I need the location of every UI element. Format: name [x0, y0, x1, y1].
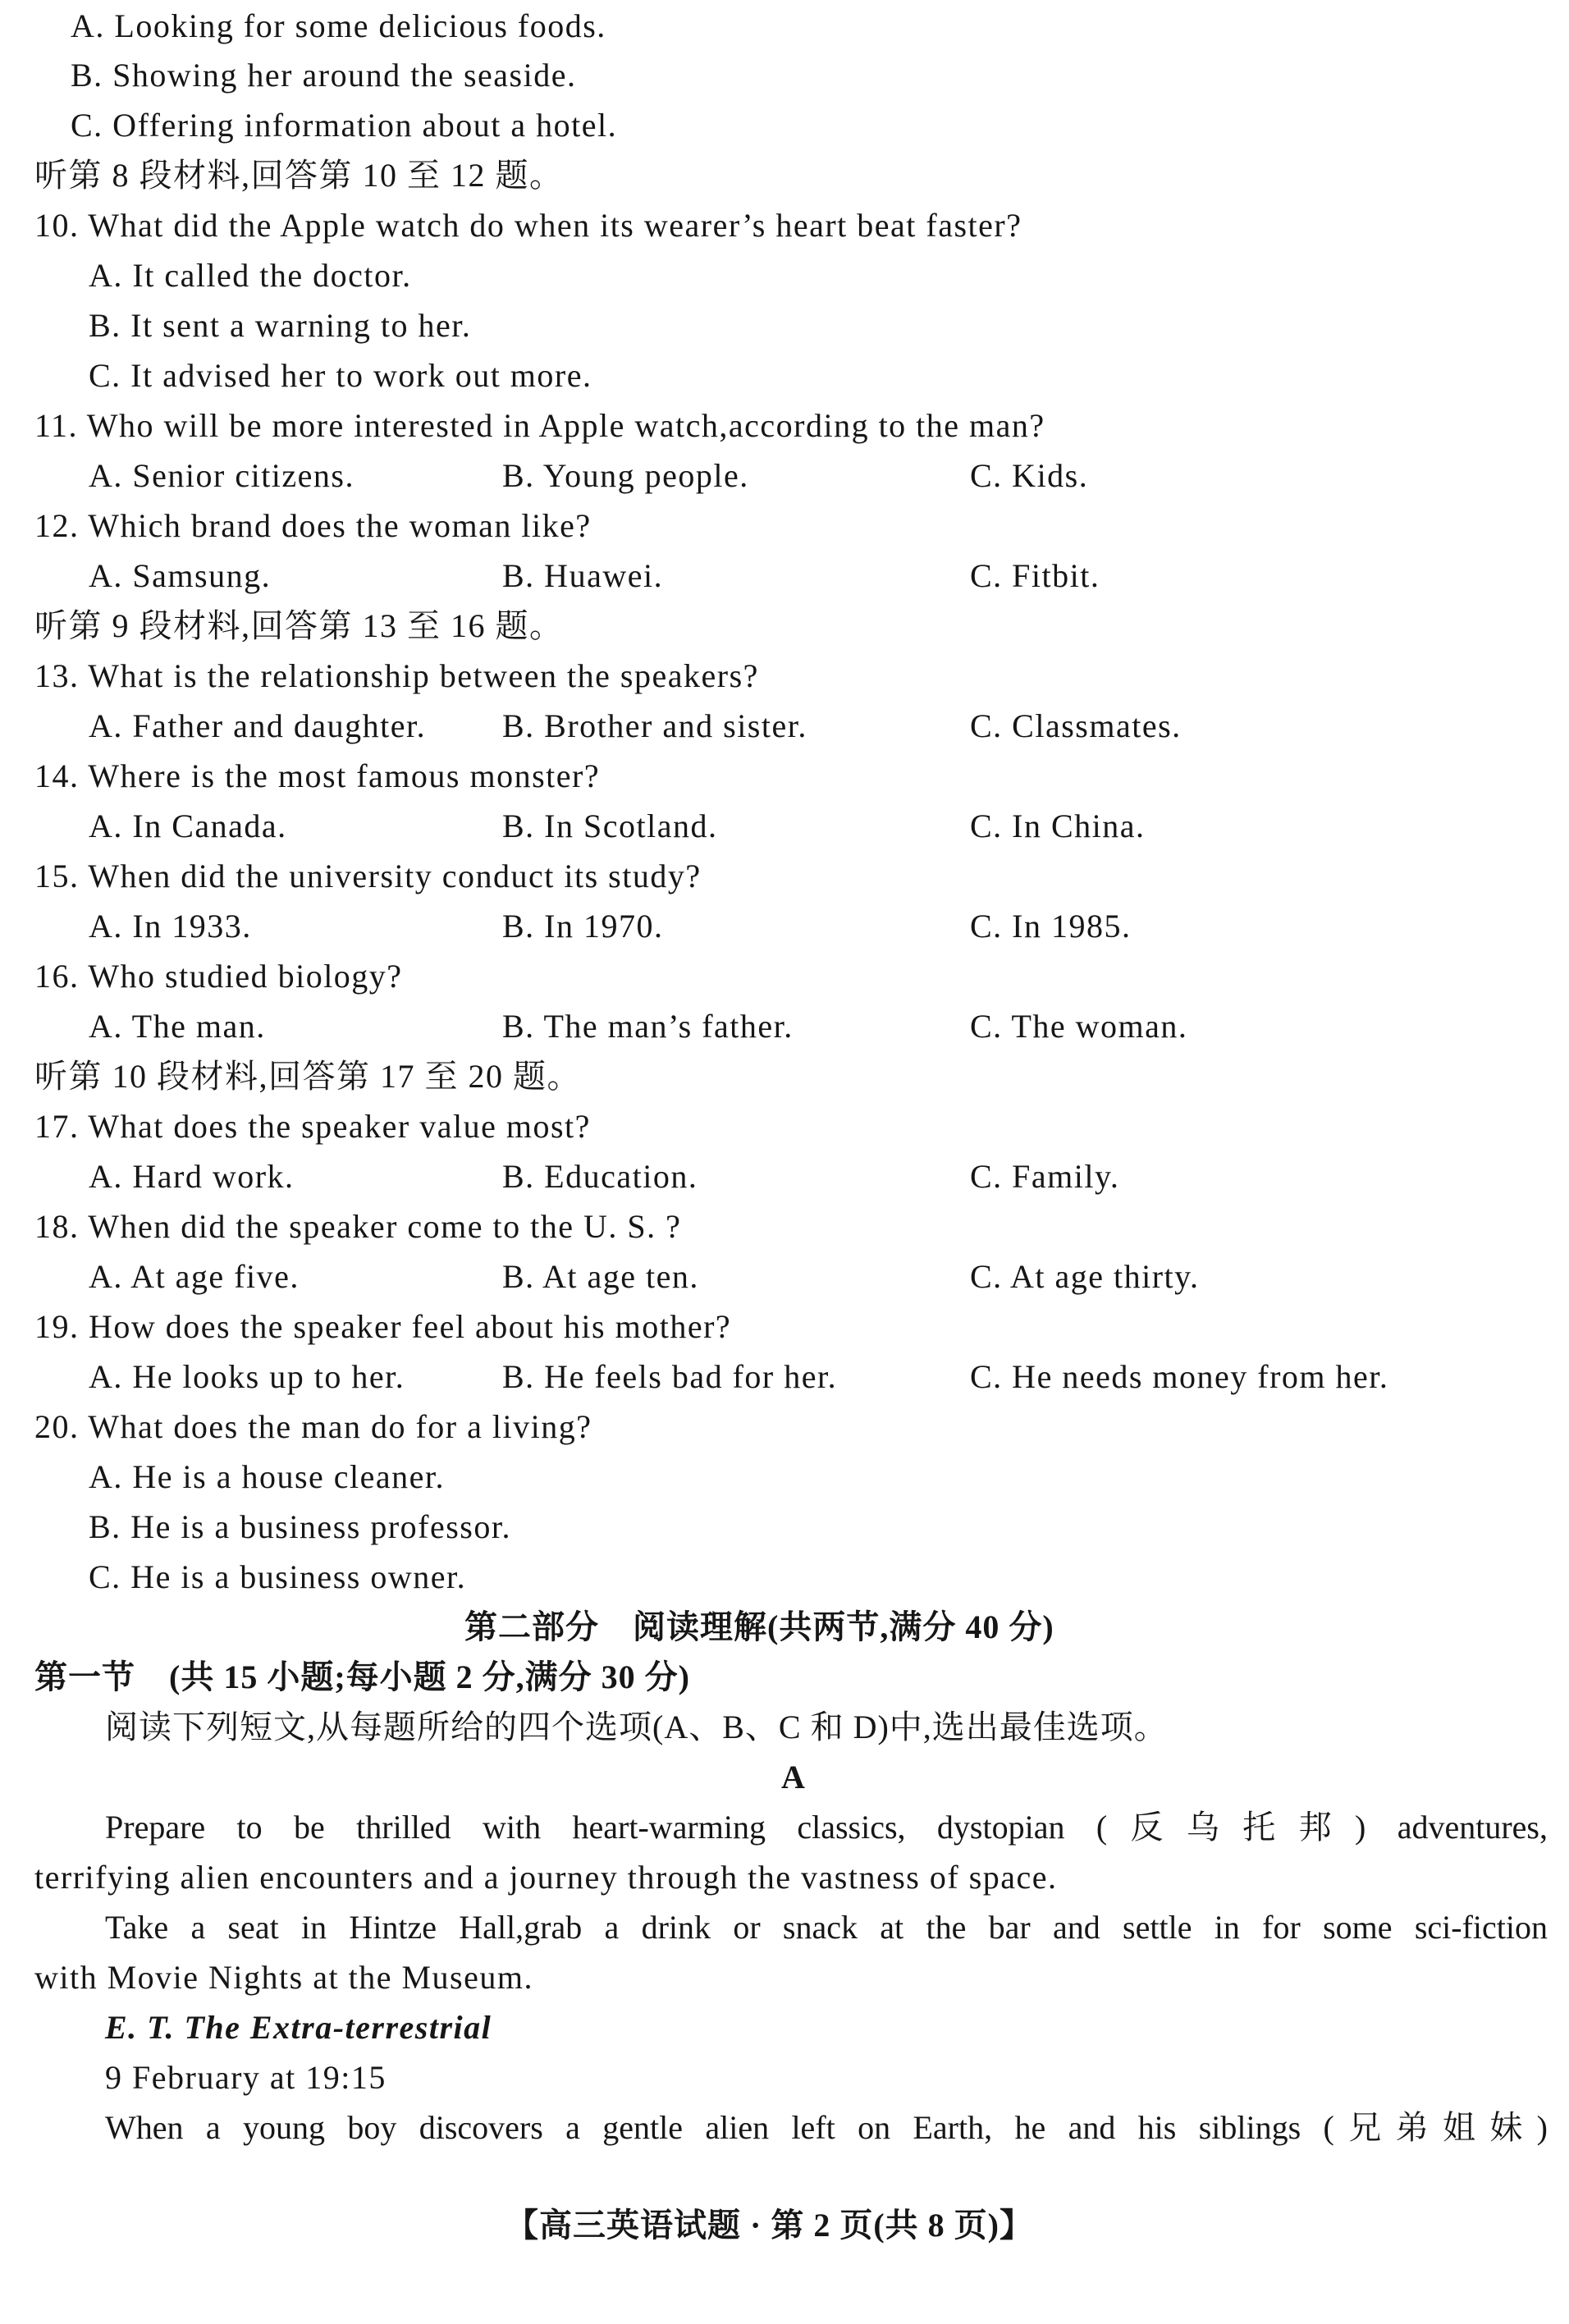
- q9-option-a: A. Looking for some delicious foods.: [71, 7, 606, 44]
- film-title: E. T. The Extra-terrestrial: [105, 2009, 492, 2046]
- passage-p1-line1: Prepare to be thrilled with heart-warming classics, dystopian (反乌托邦) adventures,: [105, 1809, 1548, 1846]
- q19-option-c: C. He needs money from her.: [970, 1358, 1389, 1395]
- q17-question: 17. What does the speaker value most?: [34, 1108, 591, 1145]
- q16-option-b: B. The man’s father.: [502, 1008, 794, 1045]
- reading-instruction: 阅读下列短文,从每题所给的四个选项(A、B、C 和 D)中,选出最佳选项。: [105, 1709, 1168, 1745]
- q9-option-c: C. Offering information about a hotel.: [71, 107, 618, 144]
- q12-option-b: B. Huawei.: [502, 557, 664, 594]
- q17-option-b: B. Education.: [502, 1158, 698, 1195]
- film-date: 9 February at 19:15: [105, 2059, 387, 2096]
- q15-option-a: A. In 1933.: [89, 908, 252, 945]
- q12-question: 12. Which brand does the woman like?: [34, 507, 592, 544]
- section-10-instruction: 听第 10 段材料,回答第 17 至 20 题。: [34, 1058, 581, 1095]
- part-2-title: 第二部分 阅读理解(共两节,满分 40 分): [464, 1608, 1054, 1645]
- q10-question: 10. What did the Apple watch do when its wearer’s heart beat faster?: [34, 207, 1022, 244]
- q16-option-c: C. The woman.: [970, 1008, 1188, 1045]
- q10-option-c: C. It advised her to work out more.: [89, 357, 592, 394]
- section-8-instruction: 听第 8 段材料,回答第 10 至 12 题。: [34, 157, 564, 194]
- q14-option-b: B. In Scotland.: [502, 807, 718, 844]
- section-1-title: 第一节 (共 15 小题;每小题 2 分,满分 30 分): [34, 1658, 690, 1695]
- q19-question: 19. How does the speaker feel about his mother?: [34, 1308, 732, 1345]
- q18-question: 18. When did the speaker come to the U. S. ?: [34, 1208, 682, 1245]
- q19-option-b: B. He feels bad for her.: [502, 1358, 838, 1395]
- q13-question: 13. What is the relationship between the speakers?: [34, 657, 759, 694]
- q15-option-c: C. In 1985.: [970, 908, 1132, 945]
- q16-option-a: A. The man.: [89, 1008, 266, 1045]
- q17-option-a: A. Hard work.: [89, 1158, 295, 1195]
- q13-option-b: B. Brother and sister.: [502, 707, 807, 744]
- q15-option-b: B. In 1970.: [502, 908, 664, 945]
- q20-option-c: C. He is a business owner.: [89, 1558, 467, 1595]
- q11-option-c: C. Kids.: [970, 457, 1089, 494]
- q14-option-c: C. In China.: [970, 807, 1146, 844]
- q10-option-b: B. It sent a warning to her.: [89, 307, 472, 344]
- section-9-instruction: 听第 9 段材料,回答第 13 至 16 题。: [34, 607, 564, 644]
- passage-p2-line1: Take a seat in Hintze Hall,grab a drink or snack at the bar and settle in for some sci-fiction: [105, 1909, 1548, 1946]
- passage-letter: A: [781, 1759, 807, 1796]
- q20-option-b: B. He is a business professor.: [89, 1508, 511, 1545]
- q11-question: 11. Who will be more interested in Apple watch,according to the man?: [34, 407, 1045, 444]
- q18-option-c: C. At age thirty.: [970, 1258, 1200, 1295]
- passage-p2-line2: with Movie Nights at the Museum.: [34, 1959, 533, 1996]
- q14-option-a: A. In Canada.: [89, 807, 287, 844]
- q10-option-a: A. It called the doctor.: [89, 257, 412, 294]
- q11-option-a: A. Senior citizens.: [89, 457, 355, 494]
- q20-question: 20. What does the man do for a living?: [34, 1408, 592, 1445]
- q11-option-b: B. Young people.: [502, 457, 749, 494]
- q14-question: 14. Where is the most famous monster?: [34, 757, 601, 794]
- q12-option-c: C. Fitbit.: [970, 557, 1100, 594]
- q12-option-a: A. Samsung.: [89, 557, 272, 594]
- q18-option-a: A. At age five.: [89, 1258, 300, 1295]
- q13-option-c: C. Classmates.: [970, 707, 1182, 744]
- q13-option-a: A. Father and daughter.: [89, 707, 427, 744]
- q15-question: 15. When did the university conduct its study?: [34, 858, 702, 894]
- q20-option-a: A. He is a house cleaner.: [89, 1458, 446, 1495]
- q17-option-c: C. Family.: [970, 1158, 1120, 1195]
- q16-question: 16. Who studied biology?: [34, 958, 403, 995]
- q18-option-b: B. At age ten.: [502, 1258, 699, 1295]
- q19-option-a: A. He looks up to her.: [89, 1358, 405, 1395]
- passage-p3-line1: When a young boy discovers a gentle alien left on Earth, he and his siblings (兄弟姐妹): [105, 2109, 1548, 2146]
- page-footer: 【高三英语试题 · 第 2 页(共 8 页)】: [505, 2207, 1033, 2244]
- passage-p1-line2: terrifying alien encounters and a journey through the vastness of space.: [34, 1859, 1058, 1896]
- q9-option-b: B. Showing her around the seaside.: [71, 57, 577, 94]
